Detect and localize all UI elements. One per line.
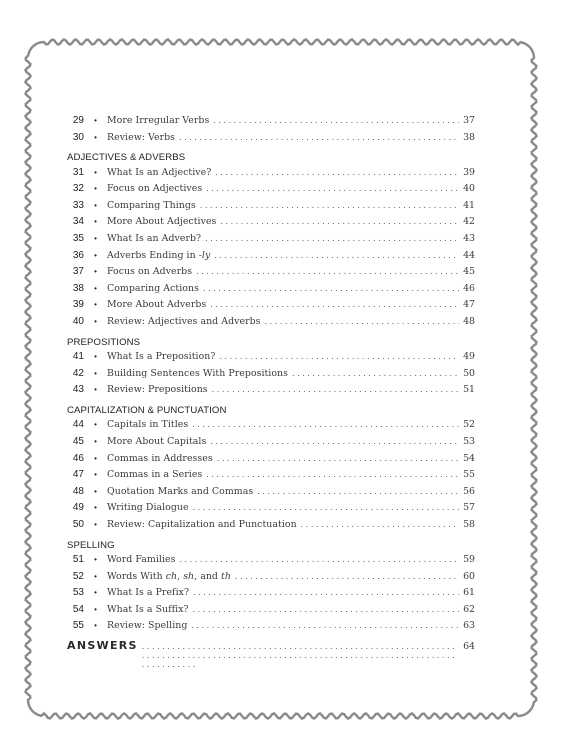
dot-leader xyxy=(213,116,459,125)
page-number: 44 xyxy=(463,249,475,261)
dot-leader xyxy=(265,317,459,326)
dot-leader xyxy=(210,437,459,446)
toc-entry xyxy=(67,266,475,283)
bullet-icon: • xyxy=(94,604,97,614)
lesson-number: 35 xyxy=(72,233,84,245)
section-heading: CAPITALIZATION & PUNCTUATION xyxy=(67,404,227,416)
page-number: 53 xyxy=(463,436,475,447)
toc-entry xyxy=(67,519,475,536)
bullet-icon: • xyxy=(94,217,97,227)
page-number: 48 xyxy=(463,316,475,328)
lesson-title: Words With ch, sh, and th xyxy=(107,570,231,582)
lesson-title: Review: Prepositions xyxy=(107,384,208,396)
page-number: 51 xyxy=(463,384,475,396)
lesson-number: 38 xyxy=(72,282,84,294)
dot-leader xyxy=(210,300,459,309)
lesson-title: Writing Dialogue xyxy=(107,502,189,514)
toc-entry xyxy=(67,587,475,604)
bullet-icon: • xyxy=(94,437,97,446)
lesson-title: What Is an Adverb? xyxy=(107,233,202,245)
bullet-icon: • xyxy=(94,167,97,177)
bullet-icon: • xyxy=(94,250,97,260)
lesson-title: What Is a Suffix? xyxy=(107,603,189,615)
section-heading: SPELLING xyxy=(67,539,115,551)
bullet-icon: • xyxy=(94,420,97,430)
page-number: 47 xyxy=(463,299,475,311)
page-number: 54 xyxy=(463,452,475,464)
page-number: 60 xyxy=(463,570,475,582)
page-number: 58 xyxy=(463,518,475,530)
page-number: 42 xyxy=(463,216,475,228)
page-number: 38 xyxy=(463,131,475,143)
toc-entry xyxy=(67,486,475,503)
toc-entry xyxy=(67,436,475,453)
lesson-number: 42 xyxy=(72,367,84,379)
bullet-icon: • xyxy=(94,132,97,142)
page-number: 57 xyxy=(463,502,475,514)
lesson-title: Adverbs Ending in -ly xyxy=(107,249,211,261)
lesson-title: Commas in Addresses xyxy=(107,452,213,464)
dot-leader xyxy=(193,605,459,614)
bullet-icon: • xyxy=(94,571,97,581)
toc-entry xyxy=(67,604,475,621)
dot-leader xyxy=(235,572,459,581)
lesson-title: Quotation Marks and Commas xyxy=(107,485,254,497)
lesson-title: Building Sentences With Prepositions xyxy=(107,367,289,379)
page-number: 61 xyxy=(463,587,475,599)
toc-entry xyxy=(67,368,475,385)
lesson-number: 36 xyxy=(72,249,84,261)
toc-entry xyxy=(67,167,475,184)
toc-entry xyxy=(67,571,475,588)
page-number: 43 xyxy=(463,233,475,245)
dot-leader xyxy=(206,184,459,193)
lesson-title: Commas in a Series xyxy=(107,469,203,481)
lesson-title: What Is a Preposition? xyxy=(107,351,216,363)
dot-leader xyxy=(301,520,459,529)
lesson-number: 29 xyxy=(72,115,84,126)
toc-entry xyxy=(67,384,475,401)
lesson-title: Review: Capitalization and Punctuation xyxy=(107,518,297,530)
dot-leader xyxy=(179,133,459,142)
lesson-title: Focus on Adjectives xyxy=(107,183,203,195)
lesson-number: 32 xyxy=(72,183,84,195)
toc-entry xyxy=(67,316,475,333)
dot-leader xyxy=(206,470,459,479)
dot-leader xyxy=(205,234,459,243)
lesson-title: More About Adverbs xyxy=(107,299,207,311)
toc-entry xyxy=(67,299,475,316)
lesson-number: 33 xyxy=(72,199,84,211)
page-number: 63 xyxy=(463,620,475,632)
lesson-number: 40 xyxy=(72,316,84,328)
page-number: 62 xyxy=(463,603,475,615)
lesson-number: 39 xyxy=(72,299,84,311)
bullet-icon: • xyxy=(94,519,97,529)
lesson-number: 51 xyxy=(72,554,84,566)
lesson-title: What Is an Adjective? xyxy=(107,166,212,178)
lesson-title: More About Adjectives xyxy=(107,216,217,228)
lesson-number: 31 xyxy=(72,166,84,178)
dot-leader xyxy=(292,369,459,378)
toc-entry xyxy=(67,216,475,233)
page-number: 41 xyxy=(463,199,475,211)
bullet-icon: • xyxy=(94,368,97,378)
lesson-title: Review: Verbs xyxy=(107,131,176,143)
lesson-title: More Irregular Verbs xyxy=(107,115,210,126)
bullet-icon: • xyxy=(94,588,97,598)
bullet-icon: • xyxy=(94,503,97,513)
lesson-number: 37 xyxy=(72,266,84,278)
dot-leader xyxy=(214,251,459,260)
dot-leader xyxy=(179,555,459,564)
toc-entry xyxy=(67,469,475,486)
dot-leader xyxy=(191,621,459,630)
bullet-icon: • xyxy=(94,385,97,395)
toc-entry xyxy=(67,132,475,149)
dot-leader xyxy=(257,487,459,496)
page-number: 64 xyxy=(463,641,475,653)
answers-label: ANSWERS xyxy=(67,639,138,653)
lesson-number: 44 xyxy=(72,419,84,431)
bullet-icon: • xyxy=(94,184,97,194)
dot-leader xyxy=(200,201,459,210)
lesson-title: Review: Spelling xyxy=(107,620,188,632)
dot-leader xyxy=(193,588,459,597)
toc-entry xyxy=(67,233,475,250)
page-number: 56 xyxy=(463,485,475,497)
page-number: 59 xyxy=(463,554,475,566)
dot-leader xyxy=(217,454,459,463)
page-number: 49 xyxy=(463,351,475,363)
lesson-title: Review: Adjectives and Adverbs xyxy=(107,316,261,328)
table-of-contents xyxy=(67,115,475,659)
bullet-icon: • xyxy=(94,486,97,496)
bullet-icon: • xyxy=(94,621,97,631)
bullet-icon: • xyxy=(94,283,97,293)
toc-entry xyxy=(67,183,475,200)
bullet-icon: • xyxy=(94,555,97,565)
toc-entry xyxy=(67,554,475,571)
page-number: 37 xyxy=(463,115,475,126)
bullet-icon: • xyxy=(94,116,97,125)
toc-entry xyxy=(67,115,475,132)
lesson-number: 30 xyxy=(72,131,84,143)
toc-entry xyxy=(67,419,475,436)
page-number: 55 xyxy=(463,469,475,481)
lesson-number: 55 xyxy=(72,620,84,632)
toc-entry xyxy=(67,502,475,519)
lesson-title: Word Families xyxy=(107,554,176,566)
lesson-title: More About Capitals xyxy=(107,436,207,447)
page-number: 45 xyxy=(463,266,475,278)
bullet-icon: • xyxy=(94,267,97,277)
toc-entry xyxy=(67,453,475,470)
lesson-number: 53 xyxy=(72,587,84,599)
bullet-icon: • xyxy=(94,352,97,362)
answers-entry xyxy=(67,639,475,659)
dot-leader xyxy=(196,267,459,276)
lesson-number: 49 xyxy=(72,502,84,514)
bullet-icon: • xyxy=(94,317,97,327)
lesson-title: What Is a Prefix? xyxy=(107,587,190,599)
section-heading: PREPOSITIONS xyxy=(67,336,141,348)
lesson-title: Comparing Things xyxy=(107,199,196,211)
lesson-number: 48 xyxy=(72,485,84,497)
dot-leader xyxy=(212,385,459,394)
dot-leader xyxy=(215,168,459,177)
dot-leader xyxy=(203,284,459,293)
page-number: 52 xyxy=(463,419,475,431)
lesson-number: 52 xyxy=(72,570,84,582)
page-number: 50 xyxy=(463,367,475,379)
lesson-title: Comparing Actions xyxy=(107,282,199,294)
toc-entry xyxy=(67,200,475,217)
lesson-number: 34 xyxy=(72,216,84,228)
toc-entry xyxy=(67,283,475,300)
dot-leader xyxy=(220,217,459,226)
dot-leader xyxy=(219,352,459,361)
bullet-icon: • xyxy=(94,200,97,210)
bullet-icon: • xyxy=(94,453,97,463)
section-heading: ADJECTIVES & ADVERBS xyxy=(67,152,186,164)
toc-entry xyxy=(67,351,475,368)
page-number: 39 xyxy=(463,166,475,178)
dot-leader xyxy=(193,503,459,512)
toc-entry xyxy=(67,250,475,267)
page-number: 40 xyxy=(463,183,475,195)
lesson-number: 46 xyxy=(72,452,84,464)
page-number: 46 xyxy=(463,282,475,294)
bullet-icon: • xyxy=(94,300,97,310)
bullet-icon: • xyxy=(94,470,97,480)
lesson-number: 47 xyxy=(72,469,84,481)
lesson-number: 45 xyxy=(72,436,84,447)
lesson-title: Capitals in Titles xyxy=(107,419,189,431)
lesson-number: 54 xyxy=(72,603,84,615)
dot-leader xyxy=(142,642,459,669)
dot-leader xyxy=(192,420,459,429)
toc-entry xyxy=(67,620,475,637)
lesson-number: 43 xyxy=(72,384,84,396)
bullet-icon: • xyxy=(94,234,97,244)
lesson-title: Focus on Adverbs xyxy=(107,266,193,278)
lesson-number: 50 xyxy=(72,518,84,530)
lesson-number: 41 xyxy=(72,351,84,363)
